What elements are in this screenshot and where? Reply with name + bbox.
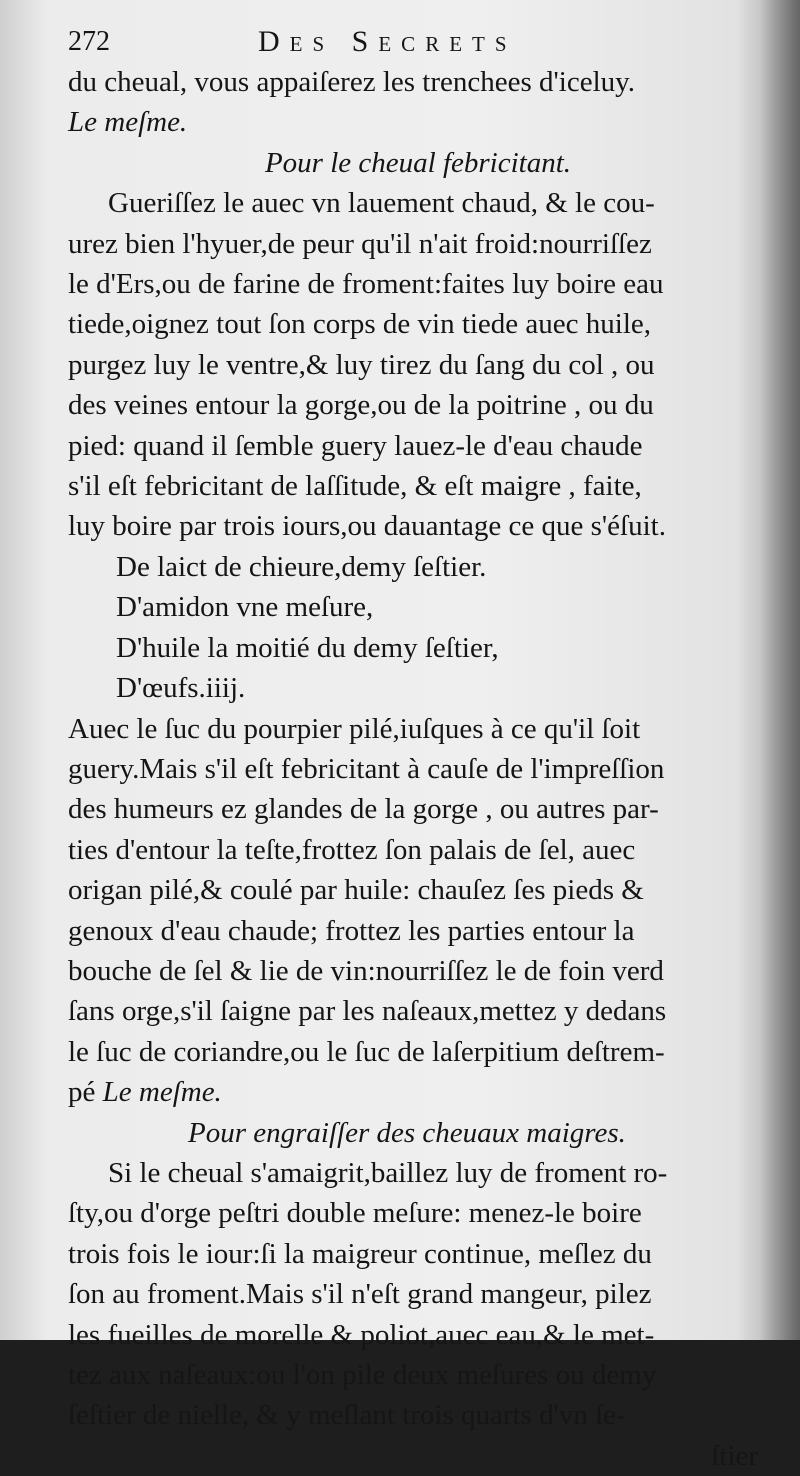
text-line: ſans orge,s'il ſaigne par les naſeaux,mettez y dedans [68, 995, 667, 1028]
text-line: du cheual, vous appaiſerez les trenchees d'iceluy. [68, 66, 635, 98]
text-line: urez bien l'hyuer,de peur qu'il n'ait froid:nourriſſez [68, 227, 652, 260]
text-line: le d'Ers,ou de farine de froment:faites luy boire eau [68, 268, 664, 301]
text-line: ſeſtier de nielle, & y meſlant trois quarts d'vn ſe- [68, 1399, 626, 1432]
page-text [68, 20, 768, 1476]
text-line: pied: quand il ſemble guery lauez-le d'eau chaude [68, 429, 643, 462]
text-line: tiede,oignez tout ſon corps de vin tiede auec huile, [68, 308, 652, 341]
text-line: s'il eſt febricitant de laſſitude, & eſt maigre , faite, [68, 470, 642, 503]
recipe-line: De laict de chieure,demy ſeſtier. [116, 550, 487, 583]
text-line: Si le cheual s'amaigrit,baillez luy de froment ro- [108, 1156, 668, 1189]
text-line: ties d'entour la teſte,frottez ſon palais de ſel, auec [68, 833, 636, 866]
signature: Le meſme. [68, 106, 188, 139]
running-title: Des Secrets [258, 25, 517, 58]
section-heading: Pour engraiſſer des cheuaux maigres. [188, 1116, 626, 1149]
text-line: Gueriſſez le auec vn lauement chaud, & le cou- [108, 187, 655, 220]
text-line: guery.Mais s'il eſt febricitant à cauſe de l'impreſſion [68, 752, 665, 785]
text-line: trois fois le iour:ſi la maigreur continue, meſlez du [68, 1237, 652, 1270]
text-line: origan pilé,& coulé par huile: chauſez ſes pieds & [68, 874, 644, 907]
text-line: les fueilles de morelle & poliot,auec eau,& le met- [68, 1318, 655, 1351]
text-line: genoux d'eau chaude; frottez les parties entour la [68, 914, 635, 947]
text-line-with-signature [68, 1072, 768, 1112]
text-line: Auec le ſuc du pourpier pilé,iuſques à ce qu'il ſoit [68, 712, 641, 745]
catchword: ſtier [711, 1439, 758, 1472]
text-line: le ſuc de coriandre,ou le ſuc de laſerpitium deſtrem- [68, 1035, 665, 1068]
text-line: luy boire par trois iours,ou dauantage ce que s'éſuit. [68, 510, 666, 543]
section-heading: Pour le cheual febricitant. [264, 146, 572, 179]
text-line: tez aux naſeaux:ou l'on pile deux meſures ou demy [68, 1359, 657, 1391]
text-line: des humeurs ez glandes de la gorge , ou autres par- [68, 793, 659, 826]
text-line: des veines entour la gorge,ou de la poitrine , ou du [68, 389, 654, 422]
page-number: 272 [68, 26, 110, 57]
text-line: purgez luy le ventre,& luy tirez du ſang du col , ou [68, 348, 655, 381]
recipe-line: D'amidon vne meſure, [116, 591, 374, 624]
signature: Le meſme. [102, 1076, 222, 1109]
page-header [68, 20, 768, 62]
text-line: ſty,ou d'orge peſtri double meſure: menez-le boire [68, 1197, 642, 1230]
text-line: bouche de ſel & lie de vin:nourriſſez le de foin verd [68, 954, 664, 987]
text-fragment: pé [68, 1076, 96, 1109]
text-line: ſon au froment.Mais s'il n'eſt grand mangeur, pilez [68, 1278, 652, 1311]
recipe-line: D'huile la moitié du demy ſeſtier, [116, 631, 499, 664]
recipe-line: D'œufs.iiij. [116, 672, 246, 705]
